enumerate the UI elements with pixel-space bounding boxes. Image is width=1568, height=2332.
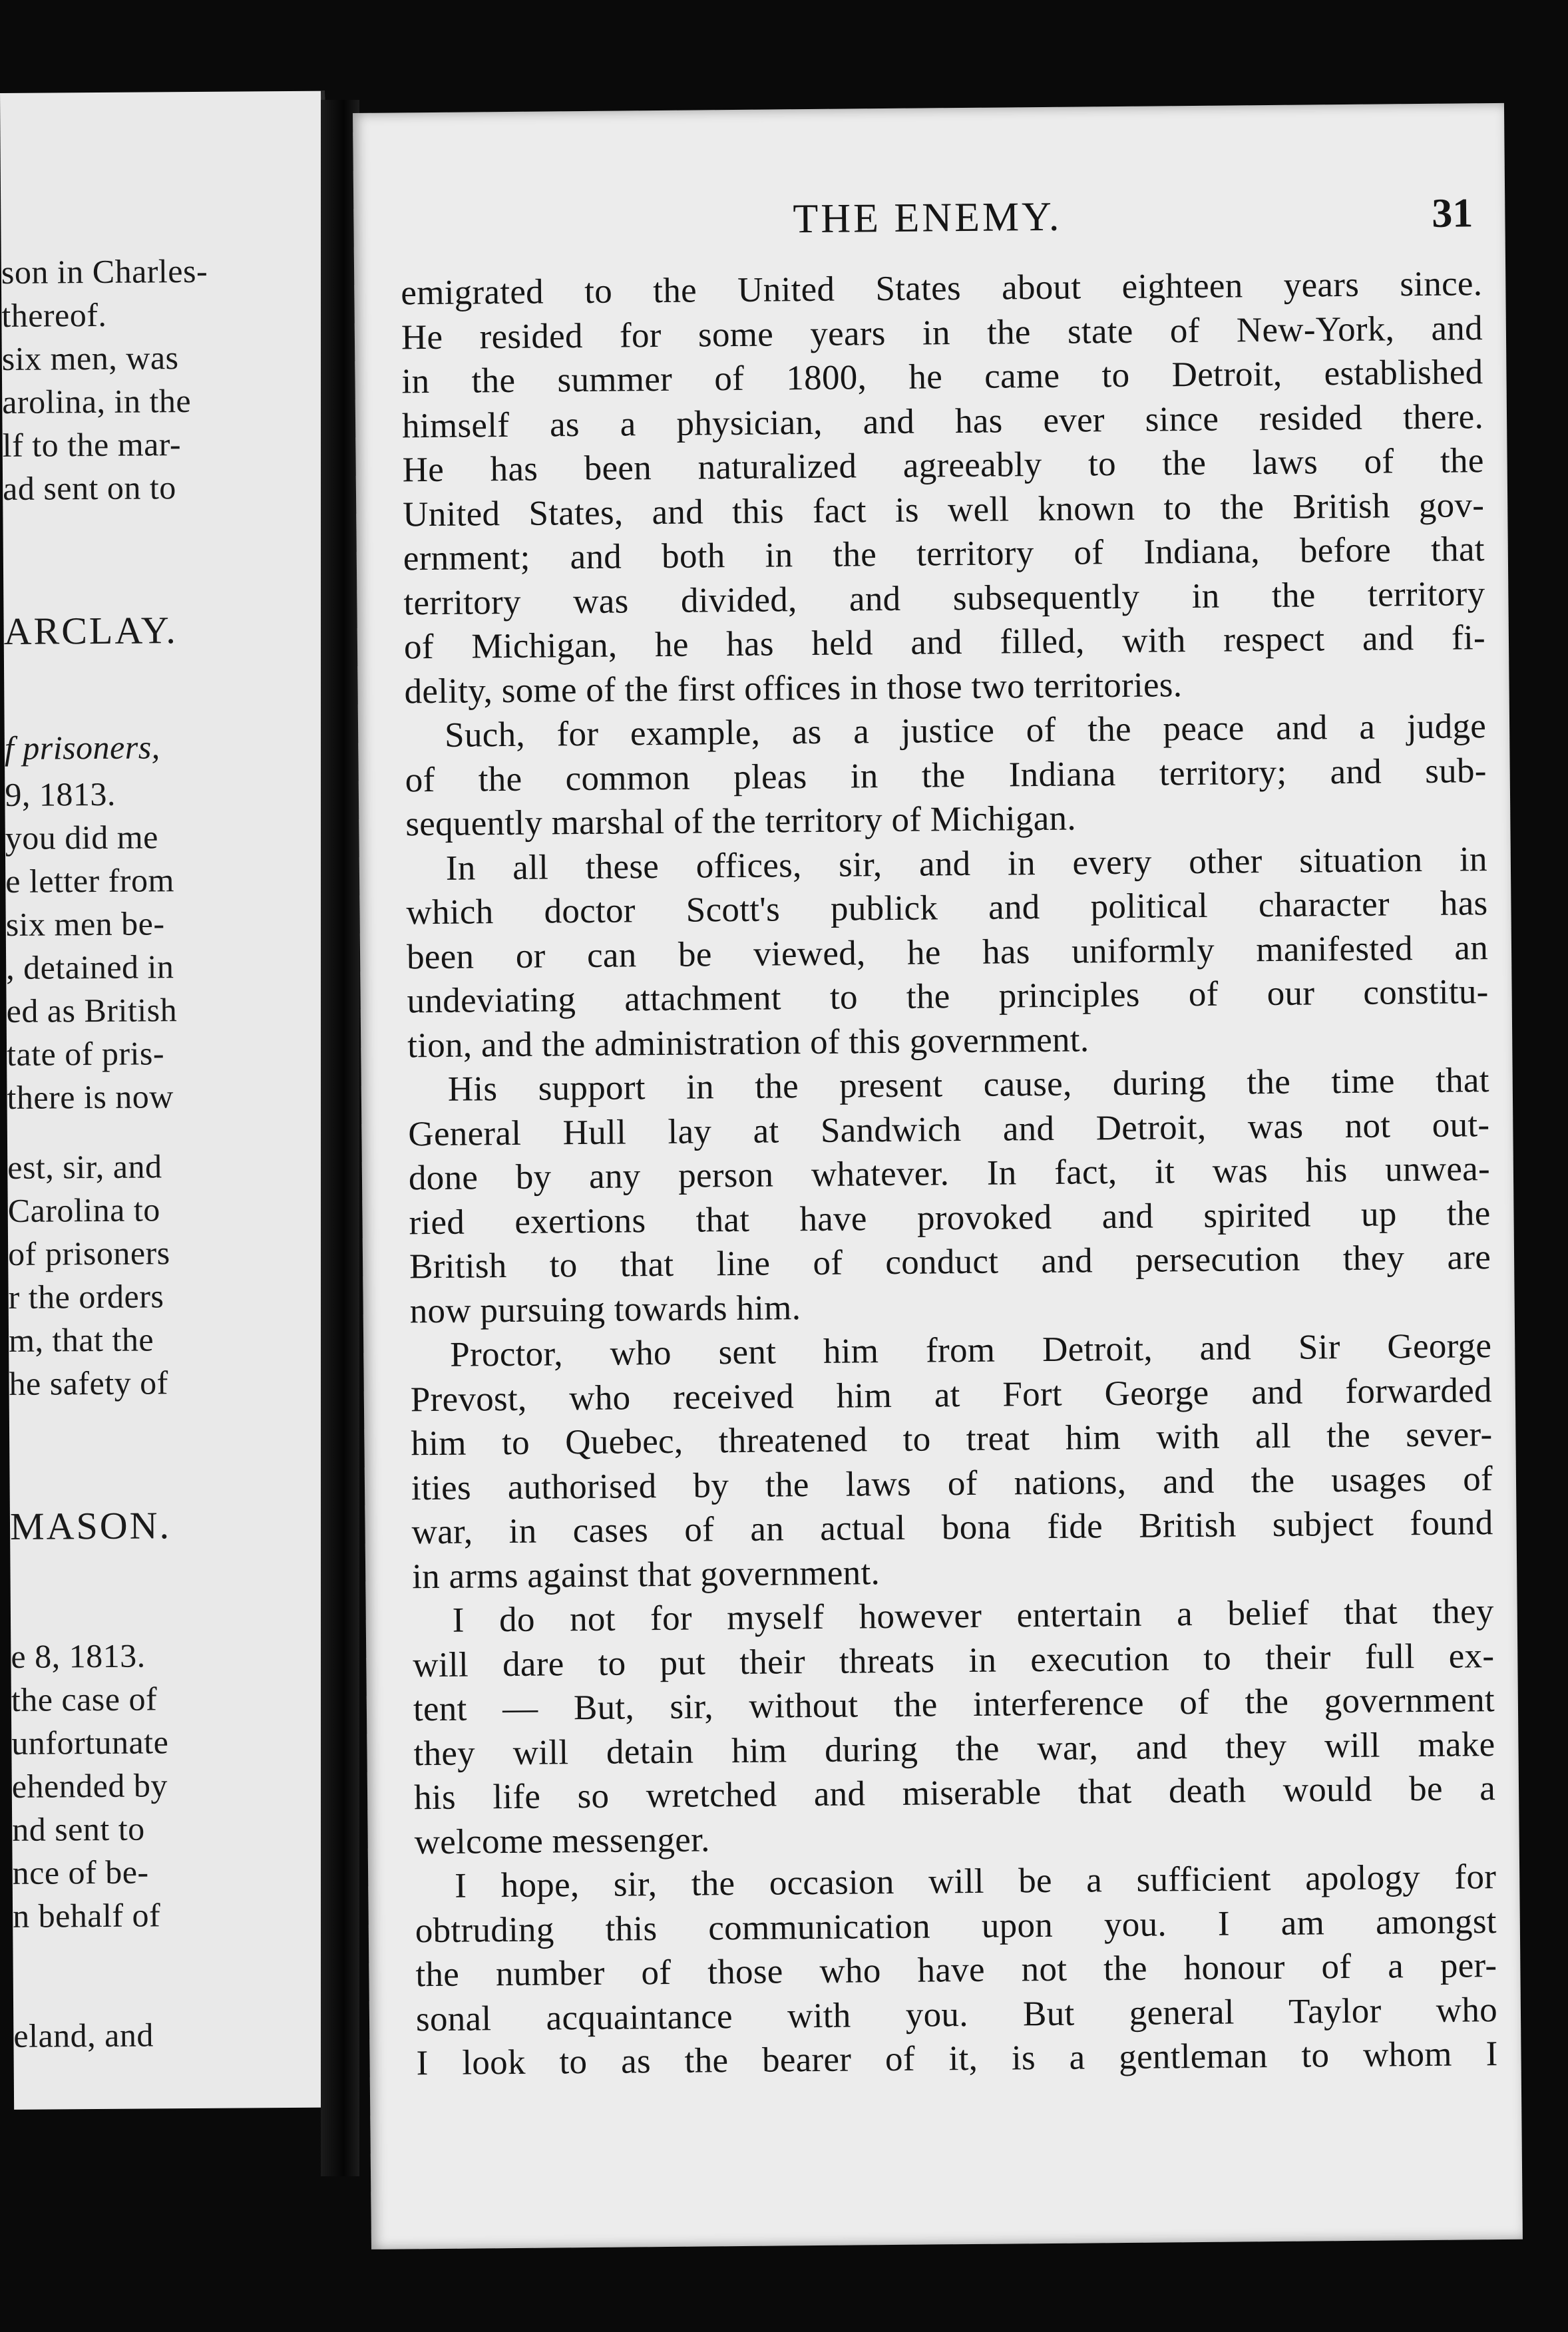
text-line: I look to as the bearer of it, is a gentleman to whom I — [416, 2035, 1498, 2083]
text-line: sequently marshal of the territory of Michigan. — [405, 799, 1077, 844]
text-line: emigrated to the United States about eighteen years since. — [401, 264, 1483, 313]
left-text-line: tate of pris- — [6, 1034, 165, 1073]
text-line: He has been naturalized agreeably to the laws of the — [402, 441, 1484, 490]
text-line: delity, some of the first offices in those two territories. — [404, 665, 1183, 711]
text-line: war, in cases of an actual bona fide British subject found — [411, 1503, 1493, 1552]
left-text-line: ad sent on to — [2, 469, 176, 507]
left-text-line: there is now — [7, 1077, 174, 1116]
text-line: ities authorised by the laws of nations, and the usages of — [411, 1459, 1493, 1507]
left-text-line: of prisoners — [7, 1234, 170, 1272]
text-line: in arms against that government. — [411, 1553, 881, 1596]
text-line: will dare to put their threats in execution to their full ex- — [413, 1636, 1495, 1684]
text-line: ernment; and both in the territory of Indiana, before that — [403, 530, 1485, 578]
text-line: Such, for example, as a justice of the peace and a judge — [444, 707, 1487, 755]
text-line: now pursuing towards him. — [409, 1288, 801, 1330]
left-text-line: e letter from — [5, 861, 175, 900]
left-text-line: you did me — [5, 818, 158, 857]
text-line: ried exertions that have provoked and spirited up the — [409, 1193, 1491, 1242]
left-text-line: ed as British — [6, 991, 178, 1030]
left-text-line: lf to the mar- — [2, 425, 182, 464]
left-text-line: f prisoners, — [4, 728, 160, 767]
text-line: sonal acquaintance with you. But general Taylor who — [415, 1990, 1498, 2039]
text-line: welcome messenger. — [414, 1820, 710, 1861]
left-text-line: r the orders — [8, 1277, 164, 1316]
left-text-line: n behalf of — [12, 1896, 161, 1935]
left-text-line: nce of be- — [12, 1853, 149, 1891]
book-binding-gutter — [321, 100, 359, 2176]
left-text-line: the case of — [11, 1680, 158, 1718]
text-line: territory was divided, and subsequently in the territory — [403, 574, 1485, 622]
text-line: tion, and the administration of this government. — [407, 1020, 1089, 1065]
right-page — [353, 103, 1523, 2249]
text-line: been or can be viewed, he has uniformly manifested an — [406, 928, 1489, 976]
text-line: in the summer of 1800, he came to Detroit, established — [401, 353, 1483, 401]
left-text-line: he safety of — [9, 1364, 168, 1402]
text-line: Proctor, who sent him from Detroit, and Sir George — [450, 1326, 1492, 1374]
left-text-line: m, that the — [8, 1320, 154, 1359]
text-line: In all these offices, sir, and in every other situation in — [445, 839, 1488, 888]
text-line: him to Quebec, threatened to treat him with all the sever- — [411, 1415, 1493, 1463]
text-line: they will detain him during the war, and they will make — [413, 1724, 1495, 1773]
text-line: British to that line of conduct and persecution they are — [409, 1238, 1491, 1286]
text-line: himself as a physician, and has ever since resided there. — [401, 397, 1484, 445]
left-text-line: Carolina to — [7, 1191, 160, 1229]
text-line: obtruding this communication upon you. I am amongst — [415, 1901, 1497, 1950]
text-line: General Hull lay at Sandwich and Detroit, was not out- — [408, 1105, 1490, 1153]
text-line: his life so wretched and miserable that death would be a — [413, 1769, 1496, 1818]
text-line: I hope, sir, the occasion will be a sufficient apology for — [454, 1857, 1497, 1905]
text-line: His support in the present cause, during the time that — [447, 1061, 1489, 1109]
text-line: done by any person whatever. In fact, it was his unwea- — [408, 1149, 1491, 1198]
text-line: undeviating attachment to the principles of our constitu- — [407, 972, 1489, 1021]
left-text-line: arolina, in the — [2, 382, 192, 421]
left-page-fragment — [0, 91, 339, 2110]
left-text-line: six men, was — [1, 339, 179, 377]
text-line: Prevost, who received him at Fort George and forwarded — [410, 1370, 1493, 1419]
left-heading: MASON. — [9, 1503, 172, 1548]
left-text-line: son in Charles- — [1, 252, 208, 291]
text-line: of the common pleas in the Indiana territory; and sub- — [405, 751, 1487, 799]
left-text-line: 9, 1813. — [5, 775, 116, 813]
text-line: United States, and this fact is well known to the British gov- — [403, 485, 1485, 534]
running-head: THE ENEMY. — [793, 194, 1062, 242]
left-text-line: , detained in — [5, 948, 174, 986]
text-line: of Michigan, he has held and filled, with respect and fi- — [403, 618, 1486, 667]
page-number: 31 — [1432, 190, 1473, 236]
left-text-line: unfortunate — [11, 1723, 169, 1762]
text-line: He resided for some years in the state of New-York, and — [401, 308, 1483, 357]
text-line: which doctor Scott's publick and political character has — [406, 884, 1488, 932]
left-text-line: est, sir, and — [7, 1147, 162, 1186]
body-text — [401, 262, 1498, 2086]
left-heading: ARCLAY. — [3, 608, 178, 653]
text-line: I do not for myself however entertain a belief that they — [452, 1592, 1494, 1640]
left-text-line: nd sent to — [12, 1810, 145, 1848]
left-text-line: six men be- — [5, 904, 165, 943]
text-line: tent — But, sir, without the interference of the government — [413, 1680, 1495, 1729]
left-text-line: e 8, 1813. — [11, 1637, 146, 1675]
left-text-line: ehended by — [11, 1766, 168, 1805]
text-line: the number of those who have not the honour of a per- — [415, 1946, 1497, 1995]
left-text-line: eland, and — [13, 2016, 154, 2054]
left-text-line: thereof. — [1, 295, 107, 334]
